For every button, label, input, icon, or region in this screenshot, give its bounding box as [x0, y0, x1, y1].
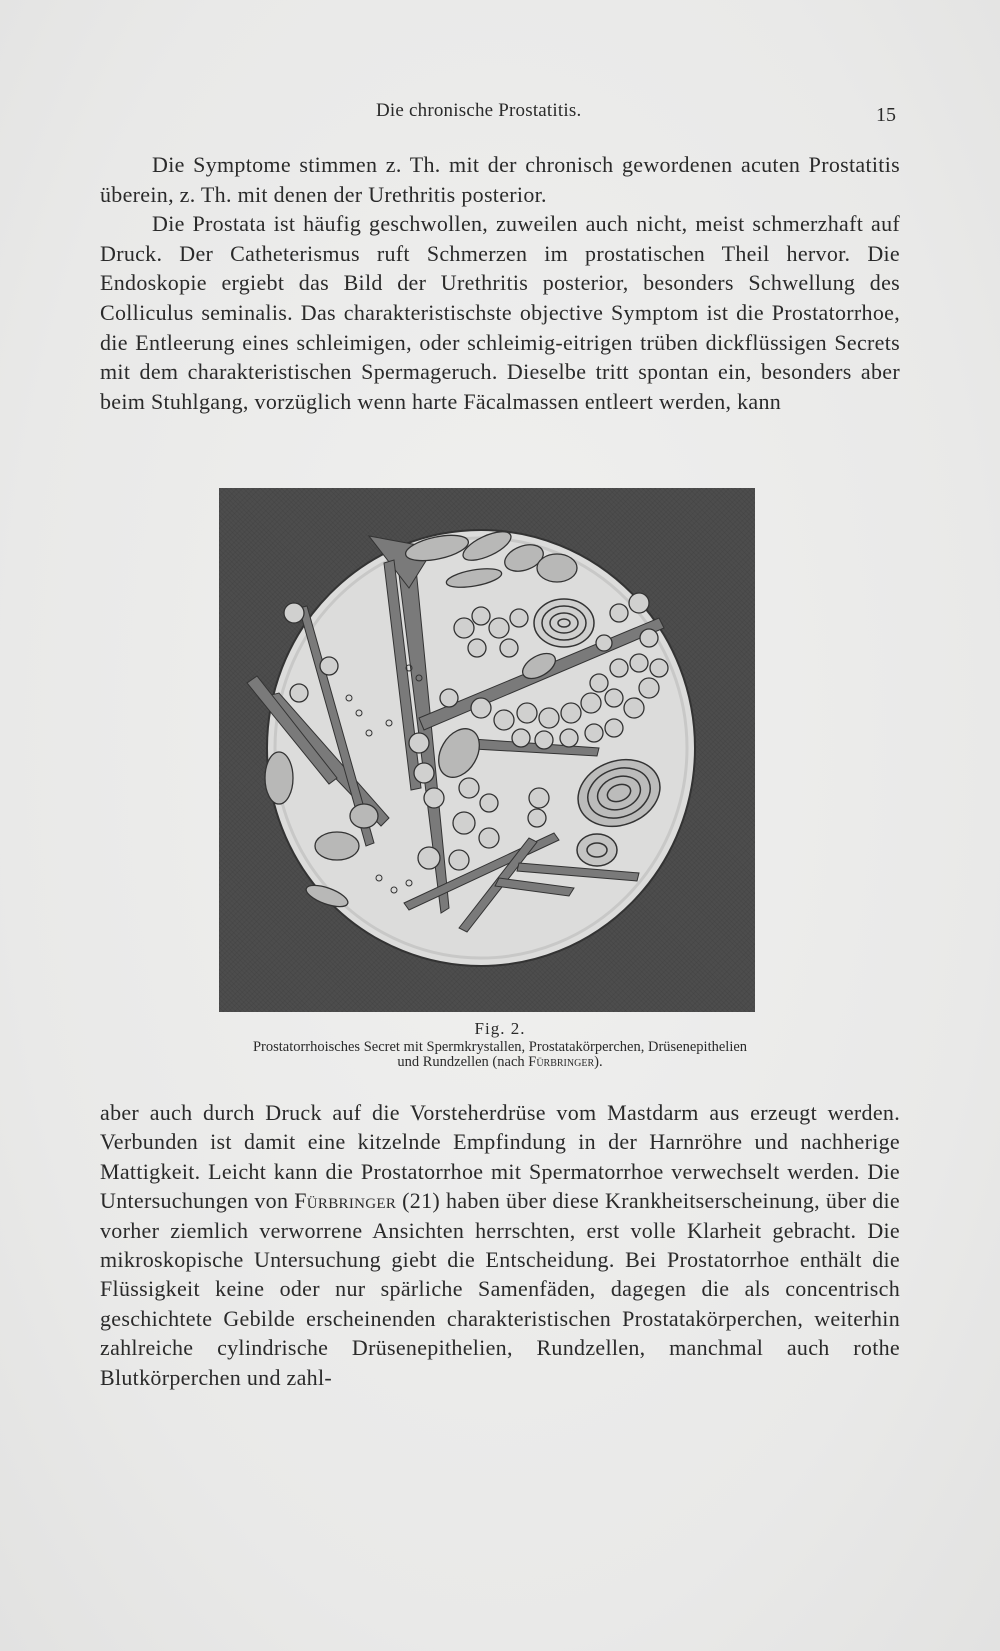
- paragraph-continuation: [100, 1098, 900, 1392]
- caption-text-suffix: ).: [594, 1054, 603, 1070]
- figure-label: Fig. 2.: [474, 1019, 526, 1038]
- figure-caption-line-2: [160, 1055, 840, 1070]
- paragraph-text-part-2: (21) haben über diese Krankheitserscheinung, über die vorher ziemlich verworrene Ansichten herrschten, erst volle Klarheit gebracht. Die mikroskopische Untersuchung giebt die Entscheidung. Bei Prostatorrhoe enthält die Flüssigkeit keine oder nur spärliche Samenfäden, dagegen die als concentrisch geschichtete Gebilde erscheinenden charakteristischen Prostatakörperchen, weiterhin zahlreiche cylindrische Drüsenepithelien, Rundzellen, manchmal auch rothe Blutkörperchen und zahl-: [100, 1188, 900, 1390]
- microscope-illustration: [219, 488, 755, 1012]
- paragraph-prostata: Die Prostata ist häufig geschwollen, zuweilen auch nicht, meist schmerzhaft auf Druck. Der Catheterismus ruft Schmerzen im prostatischen Theil hervor. Die Endoskopie ergiebt das Bild der Urethritis posterior, besonders Schwellung des Colliculus seminalis. Das charakteristischste objective Symptom ist die Prostatorrhoe, die Entleerung eines schleimigen, oder schleimig-eitrigen trüben dickflüssigen Secrets mit dem charakteristischen Spermageruch. Dieselbe tritt spontan ein, besonders aber beim Stuhlgang, vorzüglich wenn harte Fäcalmassen entleert werden, kann: [100, 211, 900, 414]
- caption-author-name: Fürbringer: [528, 1054, 595, 1070]
- microscope-field-drawing: [219, 488, 755, 1012]
- figure-caption: [160, 1040, 840, 1070]
- top-text-block: [100, 150, 900, 416]
- bottom-text-block: [100, 1098, 900, 1392]
- running-title: Die chronische Prostatitis.: [376, 100, 582, 121]
- page-number: 15: [876, 104, 896, 126]
- paragraph-symptoms: Die Symptome stimmen z. Th. mit der chronisch gewordenen acuten Prostatitis überein, z. Th. mit denen der Urethritis posterior.: [100, 152, 900, 207]
- paragraph-text-part-1: aber auch durch Druck auf die Vorsteherdrüse vom Mastdarm aus erzeugt werden. Verbunden ist damit eine kitzelnde Empfindung in der Harnröhre und nachherige Mattigkeit. Leicht kann die Prostatorrhoe mit Spermatorrhoe verwechselt werden. Die Untersuchungen von: [100, 1100, 900, 1214]
- caption-text-prefix: und Rundzellen (nach: [397, 1054, 529, 1070]
- figure-caption-line-1: Prostatorrhoisches Secret mit Spermkrystallen, Prostatakörperchen, Drüsenepithelien: [252, 1039, 748, 1055]
- author-name-fuerbringer: Fürbringer: [294, 1188, 397, 1214]
